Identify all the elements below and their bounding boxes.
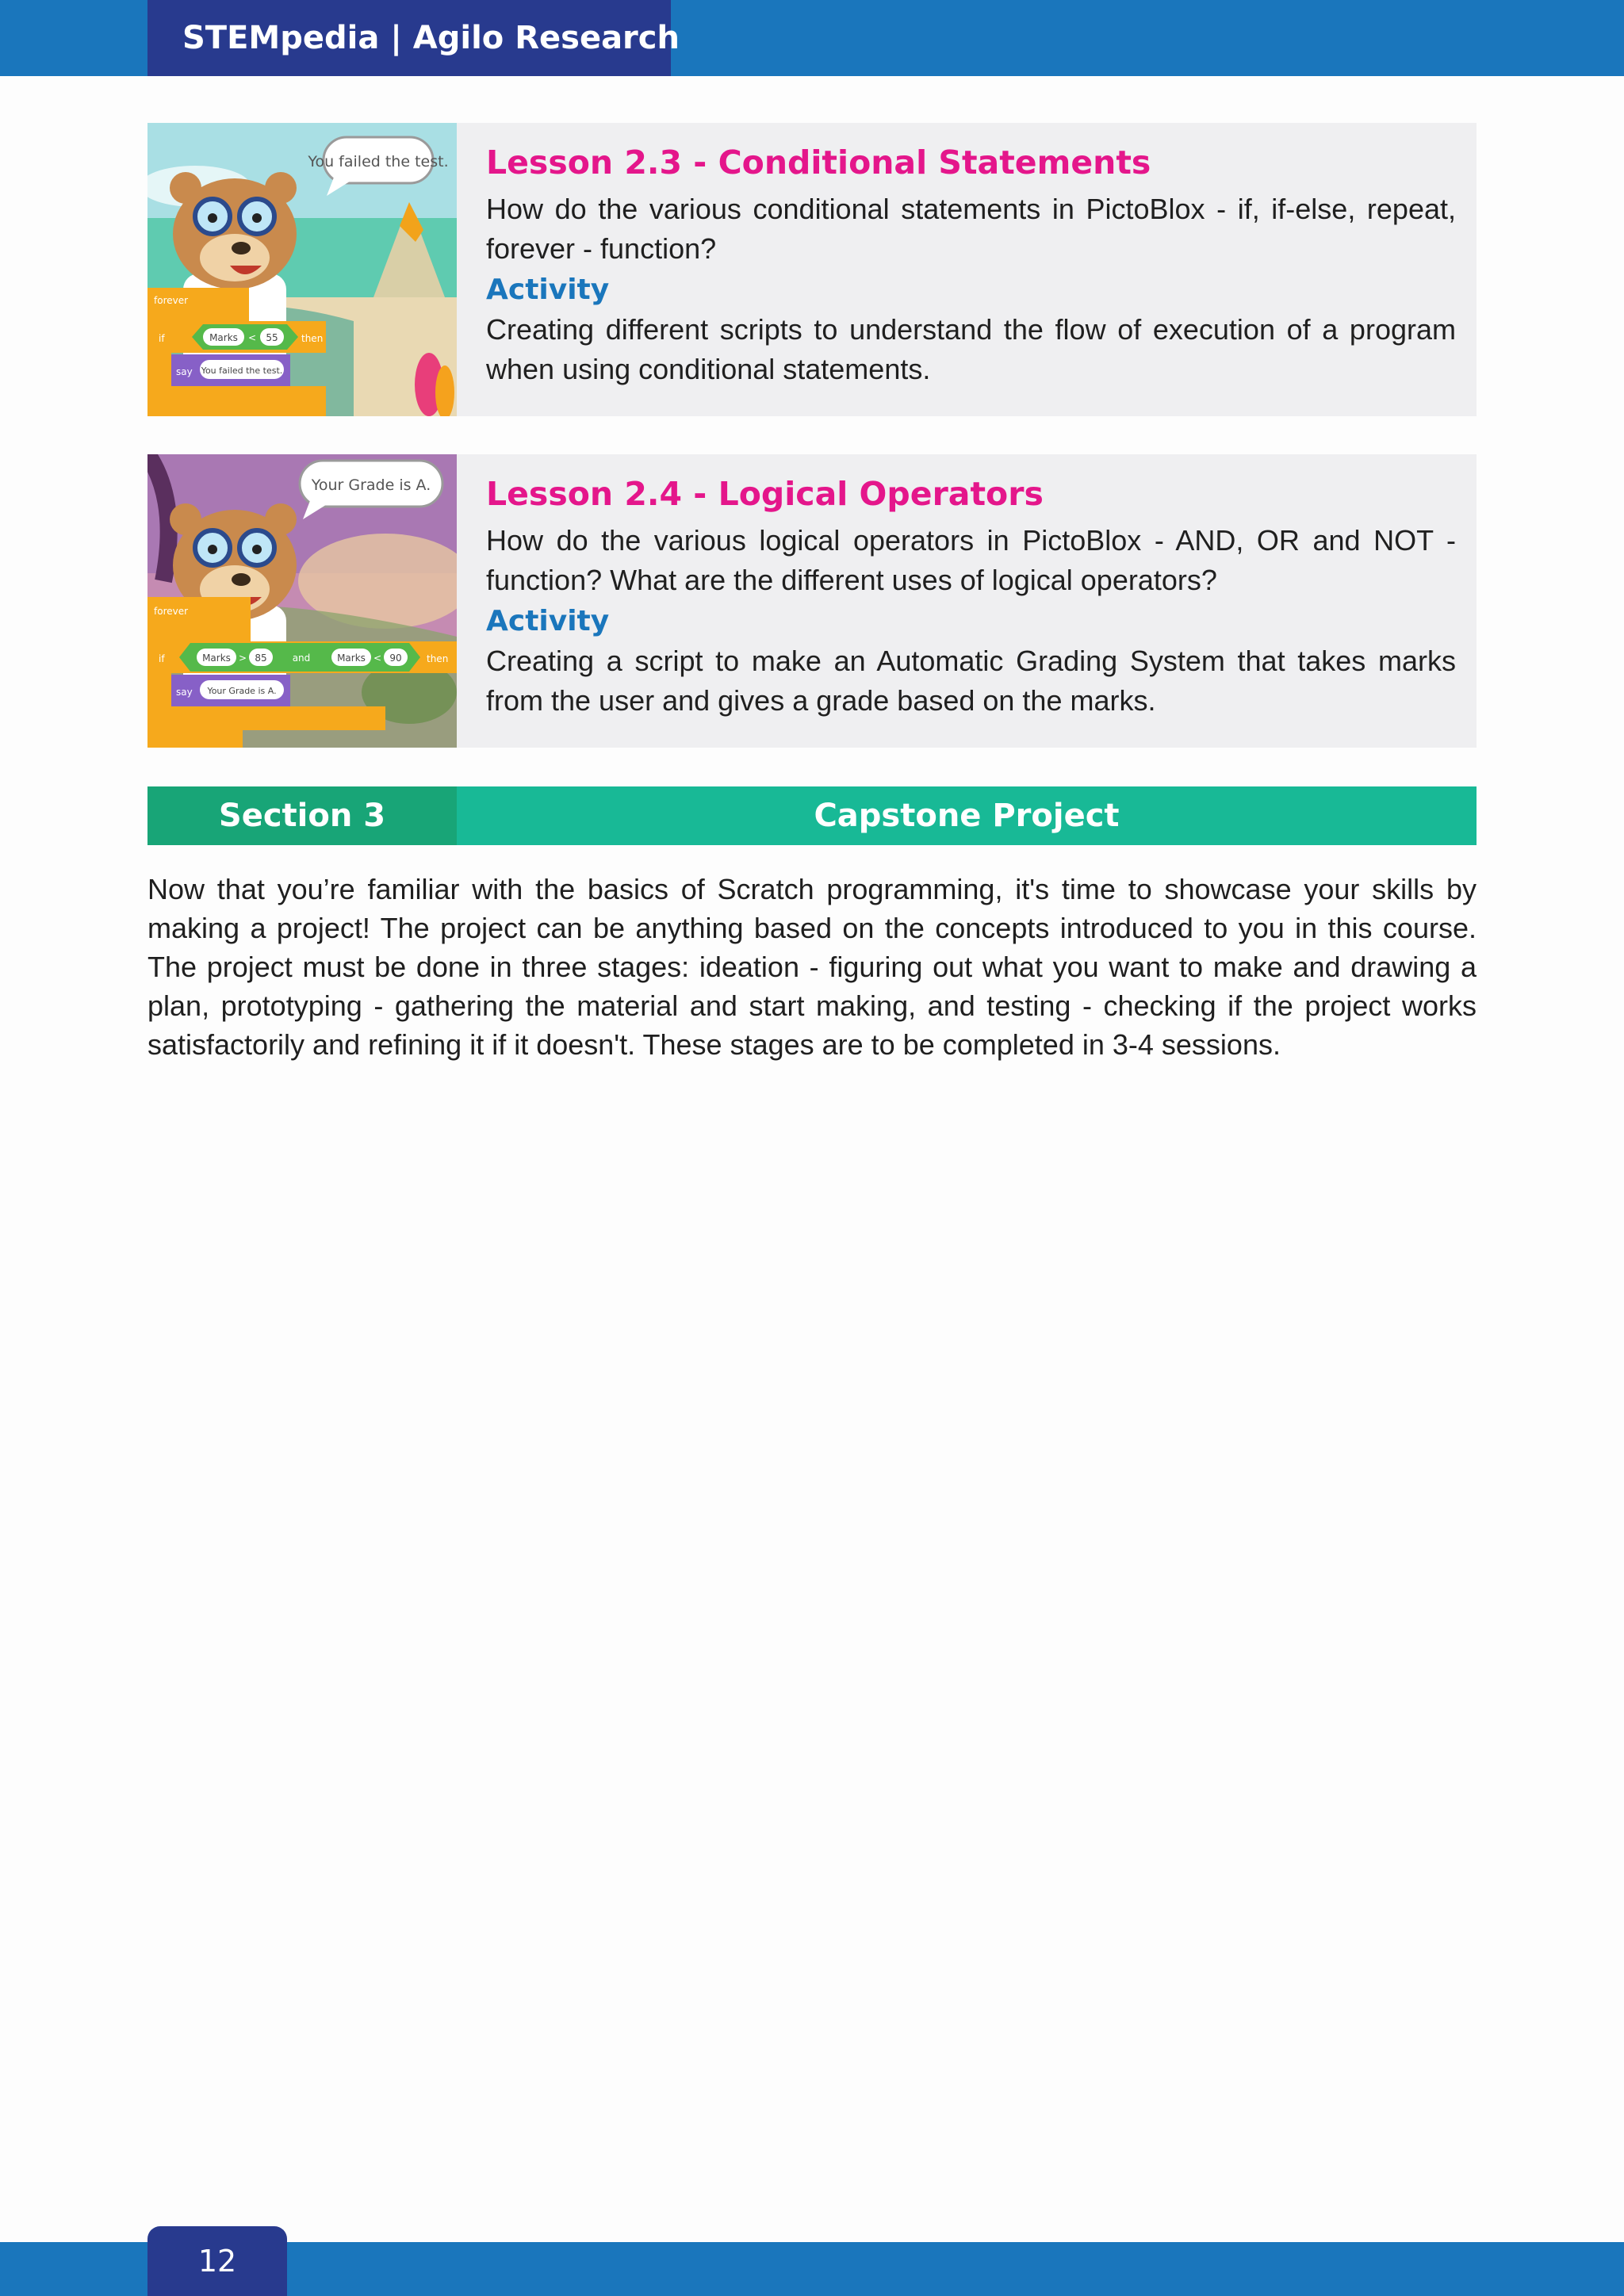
activity-text: Creating different scripts to understand the flow of execution of a program when using conditional statements. [486,313,1456,385]
header-bar [0,0,1624,76]
lesson-content-2-3 [486,140,1456,389]
capstone-description: Now that you’re familiar with the basics of Scratch programming, it's time to showcase your skills by making a project! The project can be anything based on the concepts introduced to you in this course. The project must be done in three stages: ideation - figuring out what you want to make and drawing a plan, prototyping - gathering the material and start making, and testing - checking if the project works satisfactorily and refining it if it doesn't. These stages are to be completed in 3-4 sessions. [147,873,1477,1061]
section-title: Capstone Project [814,798,1120,834]
lesson-illustration-2-3 [147,123,457,416]
lesson-title: Lesson 2.4 - Logical Operators [486,475,1044,513]
block-message-label: Your Grade is A. [207,686,277,696]
block-then-label: then [301,333,324,344]
block-operator-label: > [238,652,247,664]
block-operator-label: < [247,332,257,343]
lesson-illustration-2-4 [147,454,457,748]
block-say-label: say [176,687,193,698]
block-marks-label: Marks [209,332,238,343]
block-marks-label: Marks [337,652,366,664]
activity-heading: Activity [486,605,610,637]
lesson-title: Lesson 2.3 - Conditional Statements [486,144,1151,182]
speech-bubble-text: Your Grade is A. [311,476,431,494]
speech-bubble-text: You failed the test. [308,153,449,170]
lesson-description: How do the various conditional statements in PictoBlox - if, if-else, repeat, forever - function? [486,193,1456,265]
block-operator-label: < [373,652,382,664]
section-number: Section 3 [147,786,457,845]
block-marks-label: Marks [202,652,231,664]
block-and-label: and [292,652,311,664]
lesson-card-2-3 [147,123,1477,416]
block-message-label: You failed the test. [201,365,283,376]
block-value-label: 55 [266,332,278,343]
block-forever-label: forever [154,606,189,617]
block-if-label: if [159,653,165,664]
page-number: 12 [147,2226,287,2296]
block-value-label: 90 [389,652,402,664]
lesson-card-2-4 [147,454,1477,748]
brand-title: STEMpedia | Agilo Research [147,0,671,76]
activity-text: Creating a script to make an Automatic Grading System that takes marks from the user and gives a grade based on the marks. [486,645,1456,717]
block-then-label: then [427,653,449,664]
block-value-label: 85 [255,652,267,664]
block-forever-label: forever [154,295,189,306]
block-if-label: if [159,333,165,344]
section-header-bar [147,786,1477,845]
lesson-description: How do the various logical operators in PictoBlox - AND, OR and NOT - function? What are the different uses of logical operators? [486,524,1456,596]
activity-heading: Activity [486,274,610,306]
block-say-label: say [176,366,193,377]
lesson-content-2-4 [486,472,1456,721]
